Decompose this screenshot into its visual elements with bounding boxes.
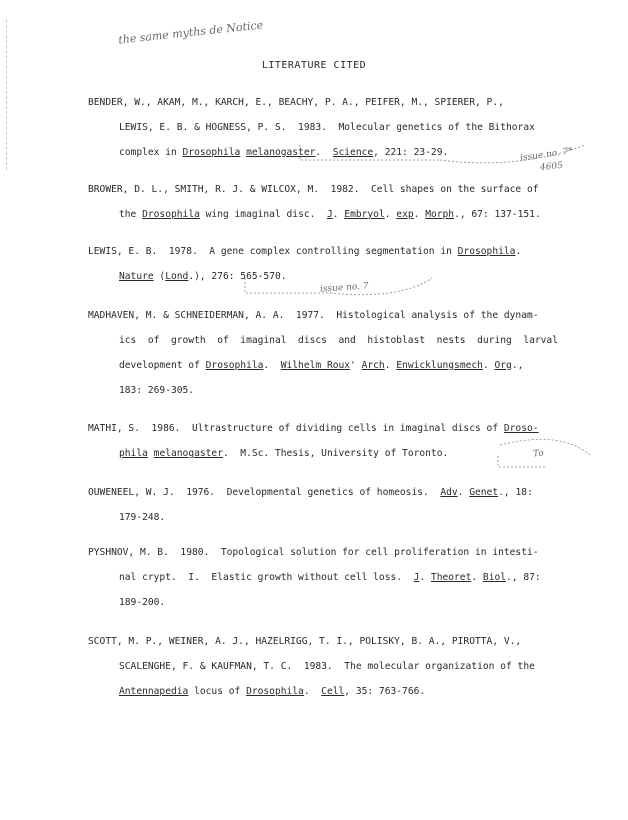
reference-text: , 35: 763-766. xyxy=(344,686,426,697)
underlined-text: Biol xyxy=(482,572,507,583)
reference-text: . xyxy=(315,147,333,158)
reference-text: SCOTT, M. P., WEINER, A. J., HAZELRIGG, T. I., POLISKY, B. A., PIROTTA, V., xyxy=(88,636,522,647)
reference-text: LEWIS, E. B. 1978. A gene complex controlling segmentation in xyxy=(88,246,458,257)
underlined-text: Org xyxy=(494,360,512,371)
curve-mark-3 xyxy=(500,439,590,455)
underlined-text: Cell xyxy=(321,686,345,697)
reference-text: BROWER, D. L., SMITH, R. J. & WILCOX, M. 1982. Cell shapes on the surface of xyxy=(88,184,539,195)
underlined-text: Genet xyxy=(469,487,499,498)
reference-text: . M.Sc. Thesis, University of Toronto. xyxy=(222,448,449,459)
reference-text: .), 276: 565-570. xyxy=(188,271,287,282)
underlined-text: Drosophila xyxy=(246,686,304,697)
reference-text: OUWENEEL, W. J. 1976. Developmental genetics of homeosis. xyxy=(88,487,441,498)
underlined-text: Droso- xyxy=(503,423,539,434)
reference-text: BENDER, W., AKAM, M., KARCH, E., BEACHY, P. A., PEIFER, M., SPIERER, P., xyxy=(88,97,504,108)
underlined-text: J xyxy=(413,572,420,583)
curve-mark-2 xyxy=(330,278,432,295)
handwritten-note-issue-1: issue no. 7* xyxy=(519,146,574,164)
reference-text: MADHAVEN, M. & SCHNEIDERMAN, A. A. 1977. Histological analysis of the dynam- xyxy=(88,310,539,321)
page-title: LITERATURE CITED xyxy=(261,60,367,71)
reference-text: 179-248. xyxy=(119,512,166,523)
reference-text: ics of growth of imaginal discs and histoblast nests during larval xyxy=(119,335,558,346)
underlined-text: Arch xyxy=(361,360,385,371)
underlined-text: melanogaster xyxy=(153,448,223,459)
bracket-mark-3 xyxy=(498,456,545,467)
handwritten-note-top: the same myths de Notice xyxy=(117,18,264,47)
reference-text: 189-200. xyxy=(119,597,166,608)
curve-mark-1 xyxy=(440,145,585,163)
underlined-text: Drosophila xyxy=(457,246,516,257)
reference-text: . xyxy=(332,209,345,220)
reference-text: the xyxy=(119,209,143,220)
underlined-text: Wilhelm Roux xyxy=(280,360,351,371)
underlined-text: Drosophila xyxy=(142,209,200,220)
underlined-text: Drosophila xyxy=(205,360,264,371)
reference-text: ., 18: xyxy=(498,487,533,498)
handwritten-note-issue-2: issue no. 7 xyxy=(319,281,369,295)
reference-text: locus of xyxy=(188,686,247,697)
underlined-text: Antennapedia xyxy=(119,686,189,697)
reference-text: complex in xyxy=(119,147,183,158)
bracket-mark-1 xyxy=(300,145,440,160)
reference-text: . xyxy=(413,209,426,220)
underlined-text: Morph xyxy=(425,209,455,220)
underlined-text: Theoret xyxy=(430,572,472,583)
reference-text: LEWIS, E. B. & HOGNESS, P. S. 1983. Molecular genetics of the Bithorax xyxy=(119,122,535,133)
handwritten-note-number: 4605 xyxy=(539,160,564,174)
reference-text: MATHI, S. 1986. Ultrastructure of dividing cells in imaginal discs of xyxy=(88,423,504,434)
underlined-text: Nature xyxy=(119,271,154,282)
reference-text: ( xyxy=(153,271,166,282)
underlined-text: phila xyxy=(119,448,148,459)
reference-text: . xyxy=(384,360,397,371)
underlined-text: Enwicklungsmech xyxy=(396,360,483,371)
underlined-text: J xyxy=(326,209,333,220)
reference-text: ., 67: 137-151. xyxy=(454,209,541,220)
reference-text: ., xyxy=(511,360,524,371)
reference-text: . xyxy=(263,360,281,371)
reference-text: . xyxy=(303,686,322,697)
reference-text: nal crypt. I. Elastic growth without cell loss. xyxy=(119,572,414,583)
reference-text: . xyxy=(515,246,522,257)
reference-text: . xyxy=(384,209,397,220)
reference-text: , 221: 23-29. xyxy=(373,147,449,158)
reference-text: . xyxy=(419,572,431,583)
underlined-text: Drosophila xyxy=(182,147,241,158)
reference-text: SCALENGHE, F. & KAUFMAN, T. C. 1983. The molecular organization of the xyxy=(119,661,535,672)
underlined-text: Lond xyxy=(165,271,189,282)
handwritten-note-to: To xyxy=(532,448,545,460)
reference-text: . xyxy=(457,487,470,498)
underlined-text: exp xyxy=(396,209,414,220)
reference-text: ' xyxy=(350,360,362,371)
underlined-text: melanogaster xyxy=(246,147,316,158)
bracket-mark-2 xyxy=(245,278,330,293)
reference-text: ., 87: xyxy=(506,572,541,583)
reference-text: wing imaginal disc. xyxy=(199,209,327,220)
reference-text: . xyxy=(482,360,495,371)
reference-text: 183: 269-305. xyxy=(119,385,195,396)
reference-text: . xyxy=(471,572,483,583)
reference-text: development of xyxy=(119,360,206,371)
underlined-text: Science xyxy=(332,147,374,158)
underlined-text: Adv xyxy=(440,487,458,498)
underlined-text: Embryol xyxy=(344,209,385,220)
reference-text: PYSHNOV, M. B. 1980. Topological solution for cell proliferation in intesti- xyxy=(88,547,539,558)
